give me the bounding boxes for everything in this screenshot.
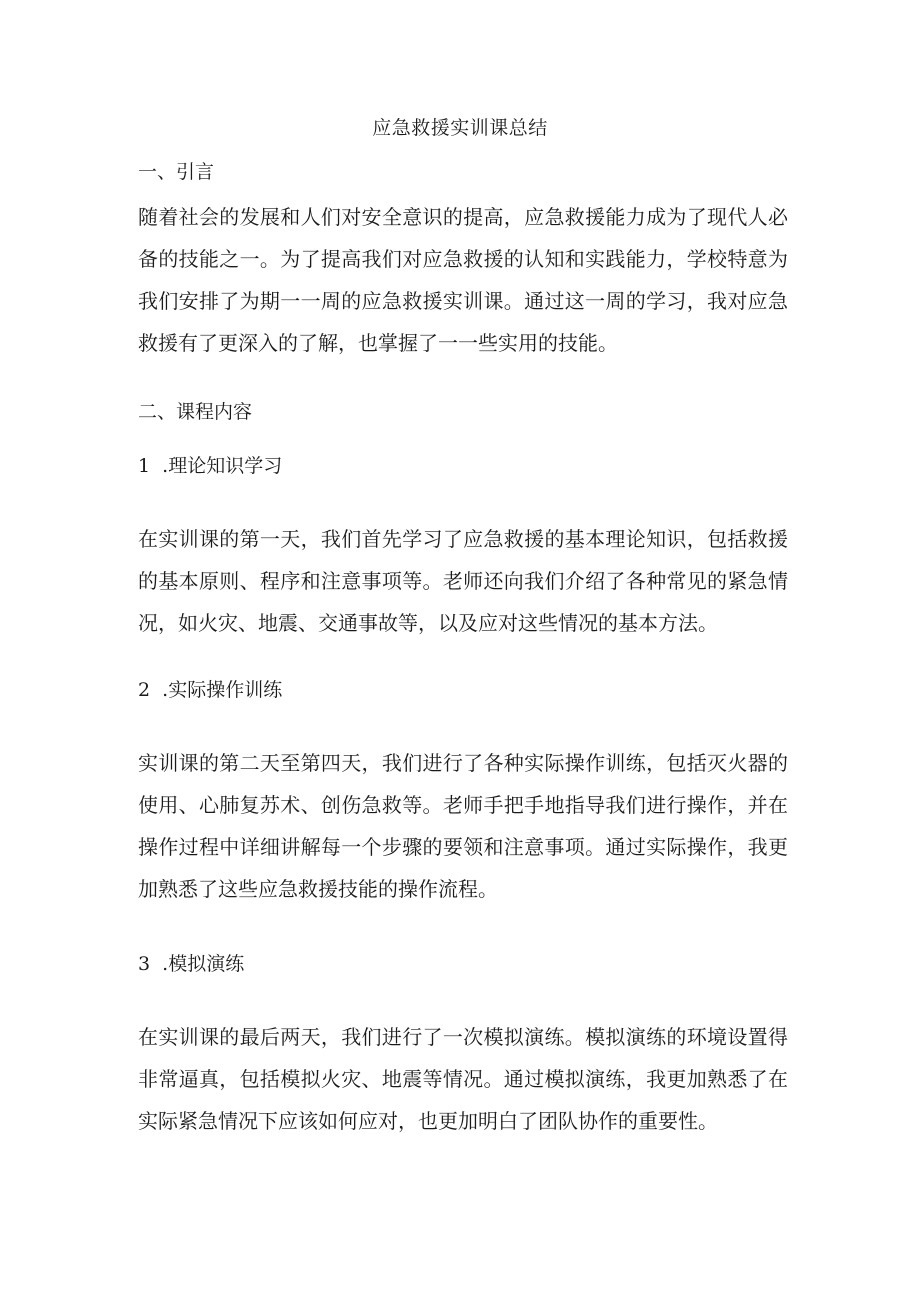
paragraph-line: 我们安排了为期一一周的应急救援实训课。通过这一周的学习，我对应急 (138, 289, 788, 313)
paragraph-line: 救援有了更深入的了解，也掌握了一一些实用的技能。 (138, 331, 618, 355)
section-heading-intro: 一、引言 (138, 161, 215, 183)
section-heading-course: 二、课程内容 (138, 401, 253, 423)
paragraph-line: 加熟悉了这些应急救援技能的操作流程。 (138, 877, 498, 901)
paragraph-line: 况，如火灾、地震、交通事故等，以及应对这些情况的基本方法。 (138, 611, 718, 635)
paragraph-line: 在实训课的最后两天，我们进行了一次模拟演练。模拟演练的环境设置得 (138, 1025, 788, 1049)
paragraph-line: 实际紧急情况下应该如何应对，也更加明白了团队协作的重要性。 (138, 1109, 718, 1133)
subsection-heading-drill: 3 .模拟演练 (138, 953, 245, 975)
paragraph-line: 随着社会的发展和人们对安全意识的提高，应急救援能力成为了现代人必 (138, 205, 788, 229)
paragraph-line: 的基本原则、程序和注意事项等。老师还向我们介绍了各种常见的紧急情 (138, 569, 788, 593)
paragraph-line: 使用、心肺复苏术、创伤急救等。老师手把手地指导我们进行操作，并在 (138, 793, 788, 817)
paragraph-practice (138, 742, 788, 910)
paragraph-theory (138, 518, 788, 644)
paragraph-line: 在实训课的第一天，我们首先学习了应急救援的基本理论知识，包括救援 (138, 527, 788, 551)
subsection-heading-practice: 2 .实际操作训练 (138, 679, 283, 701)
paragraph-drill (138, 1016, 788, 1142)
paragraph-line: 备的技能之一。为了提高我们对应急救援的认知和实践能力，学校特意为 (138, 247, 788, 271)
subsection-heading-theory: 1 .理论知识学习 (138, 455, 283, 477)
paragraph-intro (138, 196, 788, 364)
paragraph-line: 操作过程中详细讲解每一个步骤的要领和注意事项。通过实际操作，我更 (138, 835, 788, 859)
document-title: 应急救援实训课总结 (372, 117, 548, 139)
paragraph-line: 非常逼真，包括模拟火灾、地震等情况。通过模拟演练，我更加熟悉了在 (138, 1067, 788, 1091)
paragraph-line: 实训课的第二天至第四天，我们进行了各种实际操作训练，包括灭火器的 (138, 751, 788, 775)
